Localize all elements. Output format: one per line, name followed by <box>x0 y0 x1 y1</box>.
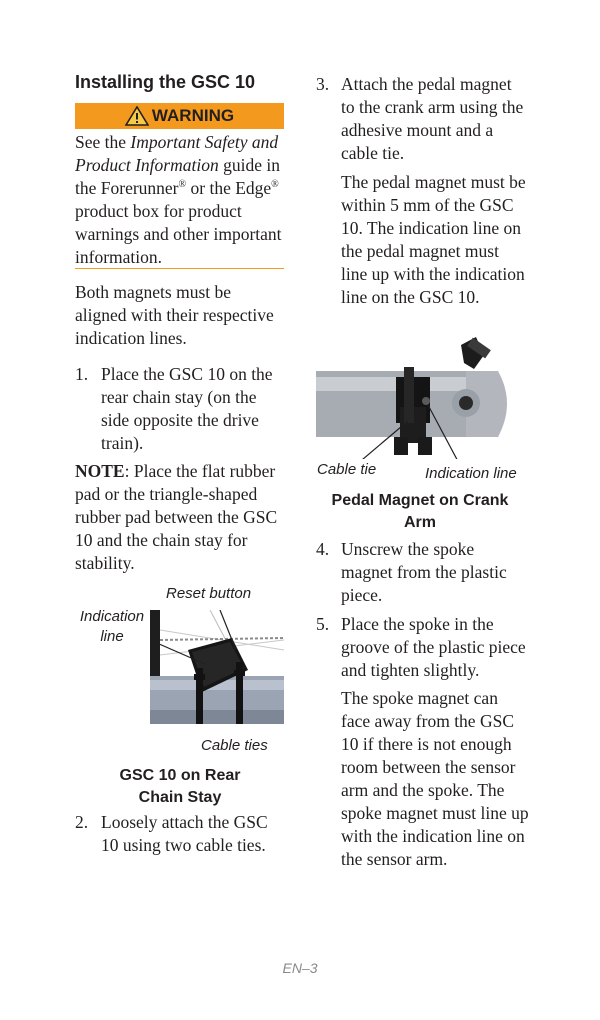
callout-indication-line: Indication line <box>79 608 145 645</box>
step-number: 4. <box>316 539 330 559</box>
warning-triangle-icon <box>125 106 149 126</box>
step-number: 1. <box>75 364 89 384</box>
callout-reset-button: Reset button <box>166 585 252 602</box>
callout-cable-tie: Cable tie <box>317 461 377 478</box>
pedal-magnet-image <box>316 337 521 459</box>
warning-divider <box>75 268 284 269</box>
step-5-text: Place the spoke in the groove of the plastic piece and tighten slightly. <box>341 614 526 680</box>
callout-cable-ties: Cable ties <box>201 737 268 754</box>
step-number: 5. <box>316 614 330 634</box>
section-title: Installing the GSC 10 <box>75 72 256 92</box>
step-1-text: Place the GSC 10 on the rear chain stay (on the side opposite the drive train). <box>101 364 273 453</box>
figure1-caption: GSC 10 on Rear Chain Stay <box>119 767 241 806</box>
intro-text: Both magnets must be aligned with their respective indication lines. <box>75 282 274 348</box>
gsc10-chainstay-photo <box>150 610 284 724</box>
warning-text: See the Important Safety and Product Information guide in the Forerunner® or the Edge® product box for product warnings and other important information. <box>75 132 282 267</box>
figure2-caption: Pedal Magnet on Crank Arm <box>331 492 509 531</box>
note-text: NOTE: Place the flat rubber pad or the triangle-shaped rubber pad between the GSC 10 and the chain stay for stability. <box>75 461 278 573</box>
gsc10-chainstay-image <box>150 610 284 724</box>
step-2-text: Loosely attach the GSC 10 using two cable ties. <box>101 812 268 855</box>
step-3-detail: The pedal magnet must be within 5 mm of the GSC 10. The indication line on the pedal magnet must line up with the indication line on the GSC 10. <box>341 172 526 307</box>
step-4-text: Unscrew the spoke magnet from the plastic piece. <box>341 539 507 605</box>
warning-label: WARNING <box>151 106 235 125</box>
warning-banner <box>75 103 284 129</box>
step-number: 2. <box>75 812 89 832</box>
callout-indication-line-2: Indication line <box>425 465 517 482</box>
step-3-text: Attach the pedal magnet to the crank arm using the adhesive mount and a cable tie. <box>341 74 524 163</box>
step-5-detail: The spoke magnet can face away from the GSC 10 if there is not enough room between the sensor arm and the spoke. The spoke magnet must line up with the indication line on the sensor arm. <box>341 688 529 869</box>
step-number: 3. <box>316 74 330 94</box>
page-number: EN–3 <box>282 960 318 976</box>
pedal-magnet-photo <box>316 337 521 459</box>
